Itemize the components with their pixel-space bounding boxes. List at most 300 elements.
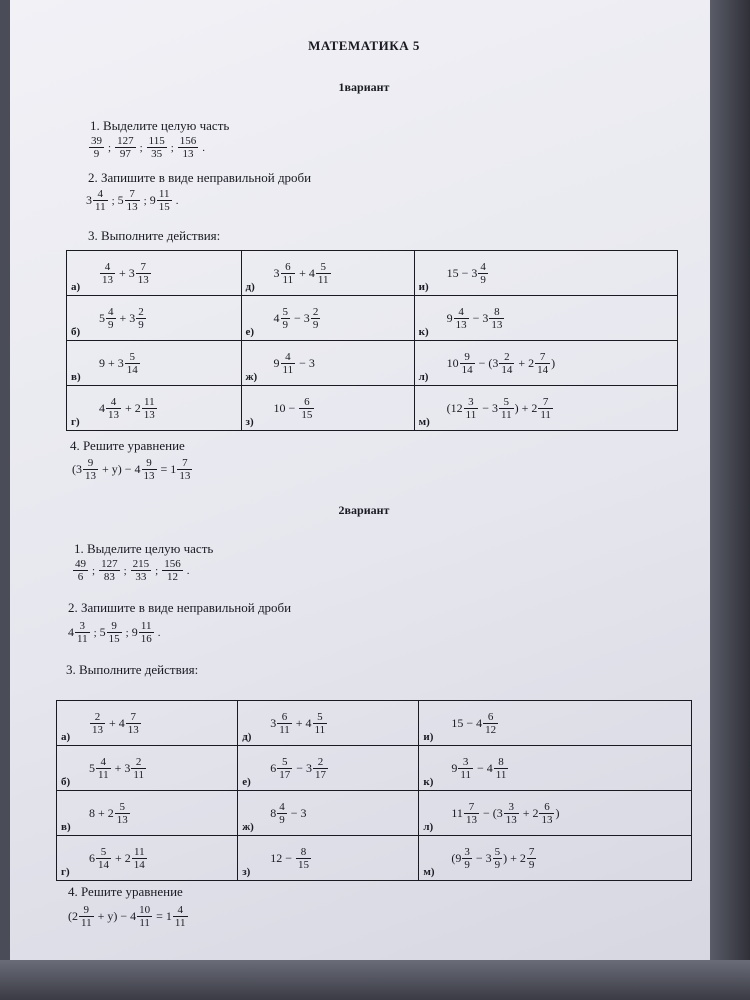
denominator: 11 <box>460 768 471 781</box>
v2-operations-table <box>56 700 692 881</box>
exercise-expression <box>447 396 554 421</box>
exercise-cell <box>419 746 692 791</box>
expr-text: − 3 <box>287 805 307 820</box>
numerator: 2 <box>131 756 146 769</box>
expr-text: + 3 <box>116 310 136 325</box>
numerator: 7 <box>528 845 535 858</box>
denominator: 14 <box>537 363 549 376</box>
denominator: 15 <box>297 858 309 871</box>
exercise-cell <box>57 746 238 791</box>
exercise-label: а) <box>61 731 71 743</box>
denominator: 13 <box>182 148 194 160</box>
exercise-cell <box>67 296 242 341</box>
fraction <box>79 904 94 929</box>
numerator: 3 <box>464 396 479 409</box>
expr-text: + 4 <box>296 265 315 280</box>
table-row <box>57 746 692 791</box>
v2-task3-label: 3. Выполните действия: <box>66 662 199 677</box>
fraction <box>89 135 104 160</box>
exercise-cell <box>419 701 692 746</box>
table-row <box>67 341 678 386</box>
expr-text: − 4 <box>473 760 493 775</box>
expr-text: − (3 <box>479 805 503 820</box>
denominator: 11 <box>279 723 290 736</box>
denominator: 13 <box>127 723 139 736</box>
v1-task2-mixed <box>86 188 181 213</box>
fraction <box>535 351 550 376</box>
numerator: 7 <box>535 351 550 364</box>
numerator: 4 <box>279 800 285 813</box>
denominator: 9 <box>480 273 486 286</box>
denominator: 13 <box>179 470 191 482</box>
denominator: 16 <box>140 633 152 645</box>
fraction <box>313 756 328 781</box>
fraction <box>494 756 509 781</box>
fraction <box>93 188 108 213</box>
fraction <box>132 846 147 871</box>
exercise-cell <box>67 386 242 431</box>
fraction <box>538 396 553 421</box>
numerator: 7 <box>464 801 479 814</box>
expr-text: + 4 <box>106 715 125 730</box>
exercise-label: д) <box>245 281 255 293</box>
denominator: 6 <box>77 571 84 583</box>
expr-text: + 2 <box>515 355 535 370</box>
numerator: 2 <box>90 711 105 724</box>
exercise-expression <box>274 351 315 376</box>
fraction <box>313 711 328 736</box>
exercise-cell <box>238 701 419 746</box>
exercise-label: и) <box>423 731 434 743</box>
fraction <box>96 756 111 781</box>
exercise-cell <box>414 386 677 431</box>
denominator: 11 <box>77 633 88 645</box>
expr-text: 15 − 4 <box>451 715 483 730</box>
numerator: 2 <box>499 351 514 364</box>
exercise-cell <box>241 386 414 431</box>
fraction <box>126 711 141 736</box>
denominator: 83 <box>103 571 115 583</box>
monitor-bezel-right <box>710 0 750 1000</box>
expr-text: ; <box>155 564 159 577</box>
exercise-cell <box>414 341 677 386</box>
numerator: 5 <box>494 845 501 858</box>
denominator: 9 <box>279 813 285 826</box>
monitor-bezel-bottom <box>0 960 750 1000</box>
fraction <box>83 457 98 482</box>
v2-task1-fractions <box>72 558 192 583</box>
exercise-expression <box>451 801 559 826</box>
table-row <box>57 836 692 881</box>
fraction <box>311 306 321 331</box>
expr-text: . <box>175 194 179 207</box>
numerator: 5 <box>499 396 514 409</box>
fraction <box>489 306 504 331</box>
fraction <box>178 135 199 160</box>
exercise-label: а) <box>71 281 81 293</box>
expr-text: + 2 <box>112 850 131 865</box>
numerator: 6 <box>277 711 292 724</box>
fraction <box>539 801 554 826</box>
numerator: 7 <box>125 188 140 201</box>
fraction <box>499 396 514 421</box>
numerator: 5 <box>96 846 111 859</box>
fraction <box>142 396 157 421</box>
expr-text: 3 <box>270 715 277 730</box>
v2-task1-label: 1. Выделите целую часть <box>74 541 214 556</box>
exercise-label: л) <box>418 371 429 383</box>
fraction <box>464 396 479 421</box>
expr-text: ; <box>143 194 147 207</box>
denominator: 14 <box>126 363 138 376</box>
expr-text: 15 − 3 <box>446 265 478 280</box>
expr-text: + 2 <box>122 400 141 415</box>
fraction <box>96 846 111 871</box>
table-row <box>67 296 678 341</box>
exercise-expression <box>99 396 158 421</box>
worksheet-page <box>10 0 718 968</box>
numerator: 7 <box>177 457 192 470</box>
denominator: 11 <box>139 917 150 929</box>
exercise-label: в) <box>71 371 81 383</box>
denominator: 13 <box>126 201 138 213</box>
exercise-cell <box>67 341 242 386</box>
expr-text: 11 <box>451 805 463 820</box>
denominator: 35 <box>151 148 163 160</box>
numerator: 5 <box>277 756 292 769</box>
expr-text: 3 <box>86 193 92 207</box>
fraction <box>277 711 292 736</box>
expr-text: ; <box>170 141 174 154</box>
expr-text: + y) − 4 <box>99 462 141 476</box>
expr-text: 9 <box>149 193 156 207</box>
expr-text: + 4 <box>292 715 312 730</box>
expr-text: ; <box>139 141 143 154</box>
denominator: 17 <box>279 768 291 781</box>
exercise-label: з) <box>245 416 254 428</box>
denominator: 11 <box>500 408 512 421</box>
expr-text: − 3 <box>472 850 492 865</box>
denominator: 13 <box>92 723 103 736</box>
numerator: 4 <box>173 904 188 917</box>
fraction <box>527 846 537 871</box>
exercise-label: ж) <box>245 371 258 383</box>
fraction <box>73 558 88 583</box>
denominator: 11 <box>495 768 507 781</box>
numerator: 2 <box>138 305 144 318</box>
expr-text: 3 <box>273 265 280 280</box>
numerator: 8 <box>489 306 504 319</box>
expr-text: ; <box>92 564 96 577</box>
denominator: 13 <box>116 813 128 826</box>
exercise-label: з) <box>242 866 251 878</box>
fraction <box>90 711 105 736</box>
numerator: 6 <box>539 801 554 814</box>
fraction <box>296 846 311 871</box>
expr-text: 9 <box>446 310 453 325</box>
denominator: 9 <box>494 858 501 871</box>
exercise-label: е) <box>242 776 251 788</box>
fraction <box>460 351 475 376</box>
fraction <box>136 261 151 286</box>
v1-task2-label: 2. Запишите в виде неправильной дроби <box>88 170 312 185</box>
fraction <box>99 558 120 583</box>
exercise-expression <box>89 846 148 871</box>
numerator: 4 <box>454 306 469 319</box>
denominator: 9 <box>282 318 289 331</box>
denominator: 13 <box>137 273 149 286</box>
denominator: 12 <box>166 571 178 583</box>
denominator: 11 <box>465 408 477 421</box>
numerator: 5 <box>282 305 289 318</box>
fraction <box>162 558 183 583</box>
numerator: 2 <box>313 756 328 769</box>
numerator: 39 <box>91 135 102 147</box>
exercise-cell <box>241 296 414 341</box>
fraction <box>299 396 314 421</box>
fraction <box>281 261 296 286</box>
fraction <box>458 756 473 781</box>
exercise-cell <box>241 251 414 296</box>
fraction <box>139 620 154 645</box>
expr-text: − 3 <box>469 310 489 325</box>
denominator: 13 <box>108 408 119 421</box>
numerator: 9 <box>83 457 98 470</box>
denominator: 14 <box>98 858 109 871</box>
fraction <box>277 801 287 826</box>
denominator: 15 <box>158 201 170 213</box>
numerator: 127 <box>101 558 118 570</box>
numerator: 5 <box>115 801 130 814</box>
denominator: 11 <box>81 917 92 929</box>
exercise-expression <box>89 801 131 826</box>
fraction <box>173 904 188 929</box>
denominator: 13 <box>455 318 467 331</box>
exercise-expression <box>99 306 147 331</box>
v1-task1-fractions <box>88 135 208 160</box>
expr-text: (9 <box>451 850 462 865</box>
variant-1-title: 1вариант <box>338 80 390 94</box>
fraction <box>115 135 136 160</box>
expr-text: = 1 <box>157 462 177 476</box>
expr-text: 8 + 2 <box>89 805 114 820</box>
expr-text: . <box>157 626 161 639</box>
denominator: 11 <box>282 273 294 286</box>
expr-text: ; <box>123 564 127 577</box>
fraction <box>281 351 296 376</box>
exercise-expression <box>270 711 328 736</box>
denominator: 11 <box>314 723 326 736</box>
expr-text: ) + 2 <box>514 400 538 415</box>
fraction <box>478 261 488 286</box>
denominator: 9 <box>312 318 319 331</box>
fraction <box>106 306 116 331</box>
denominator: 11 <box>540 408 551 421</box>
fraction <box>316 261 331 286</box>
denominator: 97 <box>119 148 131 160</box>
table-row <box>67 386 678 431</box>
v1-task4-equation <box>72 457 193 482</box>
numerator: 4 <box>480 260 486 273</box>
exercise-cell <box>57 791 238 836</box>
expr-text: (12 <box>446 400 463 415</box>
numerator: 7 <box>136 261 151 274</box>
fraction <box>142 457 157 482</box>
exercise-cell <box>238 791 419 836</box>
expr-text: . <box>186 564 190 577</box>
numerator: 9 <box>79 904 94 917</box>
exercise-expression <box>89 711 142 736</box>
denominator: 14 <box>133 858 145 871</box>
fraction <box>131 756 146 781</box>
exercise-label: е) <box>245 326 255 338</box>
expr-text: 5 <box>99 310 105 325</box>
denominator: 17 <box>314 768 326 781</box>
expr-text: ; <box>125 626 129 639</box>
exercise-label: м) <box>423 866 435 878</box>
expr-text: 12 − <box>270 850 295 865</box>
exercise-expression <box>270 801 306 826</box>
denominator: 13 <box>541 813 553 826</box>
numerator: 7 <box>538 396 553 409</box>
variant-2-title: 2вариант <box>338 503 390 517</box>
fraction <box>147 135 167 160</box>
exercise-expression <box>447 351 556 376</box>
denominator: 9 <box>528 858 535 871</box>
fraction <box>136 306 146 331</box>
denominator: 12 <box>485 723 497 736</box>
exercise-label: б) <box>61 776 71 788</box>
numerator: 3 <box>504 801 519 814</box>
exercise-label: и) <box>418 281 429 293</box>
numerator: 6 <box>483 711 498 724</box>
expr-text: 5 <box>117 193 124 207</box>
denominator: 13 <box>491 318 503 331</box>
fraction <box>464 801 479 826</box>
expr-text: − 3 <box>479 400 498 415</box>
exercise-cell <box>419 791 692 836</box>
v1-operations-table <box>66 250 678 431</box>
exercise-expression <box>89 756 147 781</box>
numerator: 9 <box>460 351 475 364</box>
denominator: 11 <box>317 273 329 286</box>
denominator: 15 <box>108 633 120 645</box>
fraction <box>115 801 130 826</box>
table-row <box>67 251 678 296</box>
fraction <box>177 457 192 482</box>
v2-task2-label: 2. Запишите в виде неправильной дроби <box>68 600 292 615</box>
expr-text: 10 <box>446 355 459 370</box>
expr-text: 5 <box>99 625 106 639</box>
numerator: 7 <box>126 711 141 724</box>
fraction <box>157 188 172 213</box>
numerator: 10 <box>139 904 151 916</box>
exercise-expression <box>274 396 316 421</box>
exercise-expression <box>274 261 332 286</box>
denominator: 13 <box>102 273 113 286</box>
expr-text: 5 <box>89 760 95 775</box>
numerator: 11 <box>132 846 147 859</box>
expr-text: − 3 <box>296 355 315 370</box>
exercise-expression <box>447 306 506 331</box>
exercise-expression <box>270 756 329 781</box>
denominator: 13 <box>505 813 517 826</box>
exercise-cell <box>414 296 677 341</box>
numerator: 3 <box>75 620 90 633</box>
fraction <box>131 558 152 583</box>
denominator: 9 <box>93 148 100 160</box>
fraction <box>483 711 498 736</box>
fraction <box>100 261 115 286</box>
numerator: 8 <box>494 756 509 769</box>
numerator: 3 <box>458 756 473 769</box>
exercise-label: м) <box>418 416 430 428</box>
denominator: 13 <box>85 470 96 482</box>
numerator: 6 <box>299 396 314 409</box>
expr-text: = 1 <box>153 909 172 923</box>
numerator: 156 <box>164 558 181 570</box>
v2-task4-label: 4. Решите уравнение <box>68 884 183 899</box>
fraction <box>75 620 90 645</box>
expr-text: ) + 2 <box>503 850 526 865</box>
numerator: 4 <box>96 756 111 769</box>
denominator: 11 <box>98 768 109 781</box>
denominator: 9 <box>108 318 114 331</box>
expr-text: 9 <box>273 355 280 370</box>
fraction <box>493 846 503 871</box>
expr-text: 4 <box>99 400 105 415</box>
fraction <box>504 801 519 826</box>
numerator: 49 <box>75 558 86 570</box>
exercise-cell <box>414 251 677 296</box>
table-row <box>57 701 692 746</box>
denominator: 14 <box>461 363 473 376</box>
numerator: 9 <box>107 620 122 633</box>
denominator: 11 <box>95 201 106 213</box>
expr-text: ; <box>93 626 97 639</box>
expr-text: ) <box>551 355 556 370</box>
expr-text: ; <box>108 141 112 154</box>
expr-text: (2 <box>68 909 78 923</box>
numerator: 11 <box>157 188 172 201</box>
expr-text: 10 − <box>273 400 299 415</box>
exercise-cell <box>57 836 238 881</box>
exercise-cell <box>241 341 414 386</box>
numerator: 5 <box>125 351 140 364</box>
numerator: 4 <box>100 261 115 274</box>
fraction <box>454 306 469 331</box>
expr-text: + 3 <box>116 265 135 280</box>
denominator: 15 <box>301 408 313 421</box>
expr-text: 4 <box>68 625 74 639</box>
exercise-expression <box>447 261 489 286</box>
exercise-cell <box>419 836 692 881</box>
expr-text: (3 <box>72 462 82 476</box>
v1-task1-label: 1. Выделите целую часть <box>90 118 230 133</box>
numerator: 5 <box>313 711 328 724</box>
expr-text: 9 <box>131 625 138 639</box>
expr-text: . <box>202 141 206 154</box>
expr-text: ; <box>111 194 115 207</box>
fraction <box>462 846 472 871</box>
numerator: 11 <box>142 396 157 409</box>
exercise-cell <box>238 746 419 791</box>
v2-task4-equation <box>68 904 189 929</box>
table-row <box>57 791 692 836</box>
numerator: 8 <box>296 846 311 859</box>
denominator: 11 <box>282 363 294 376</box>
numerator: 3 <box>464 845 470 858</box>
